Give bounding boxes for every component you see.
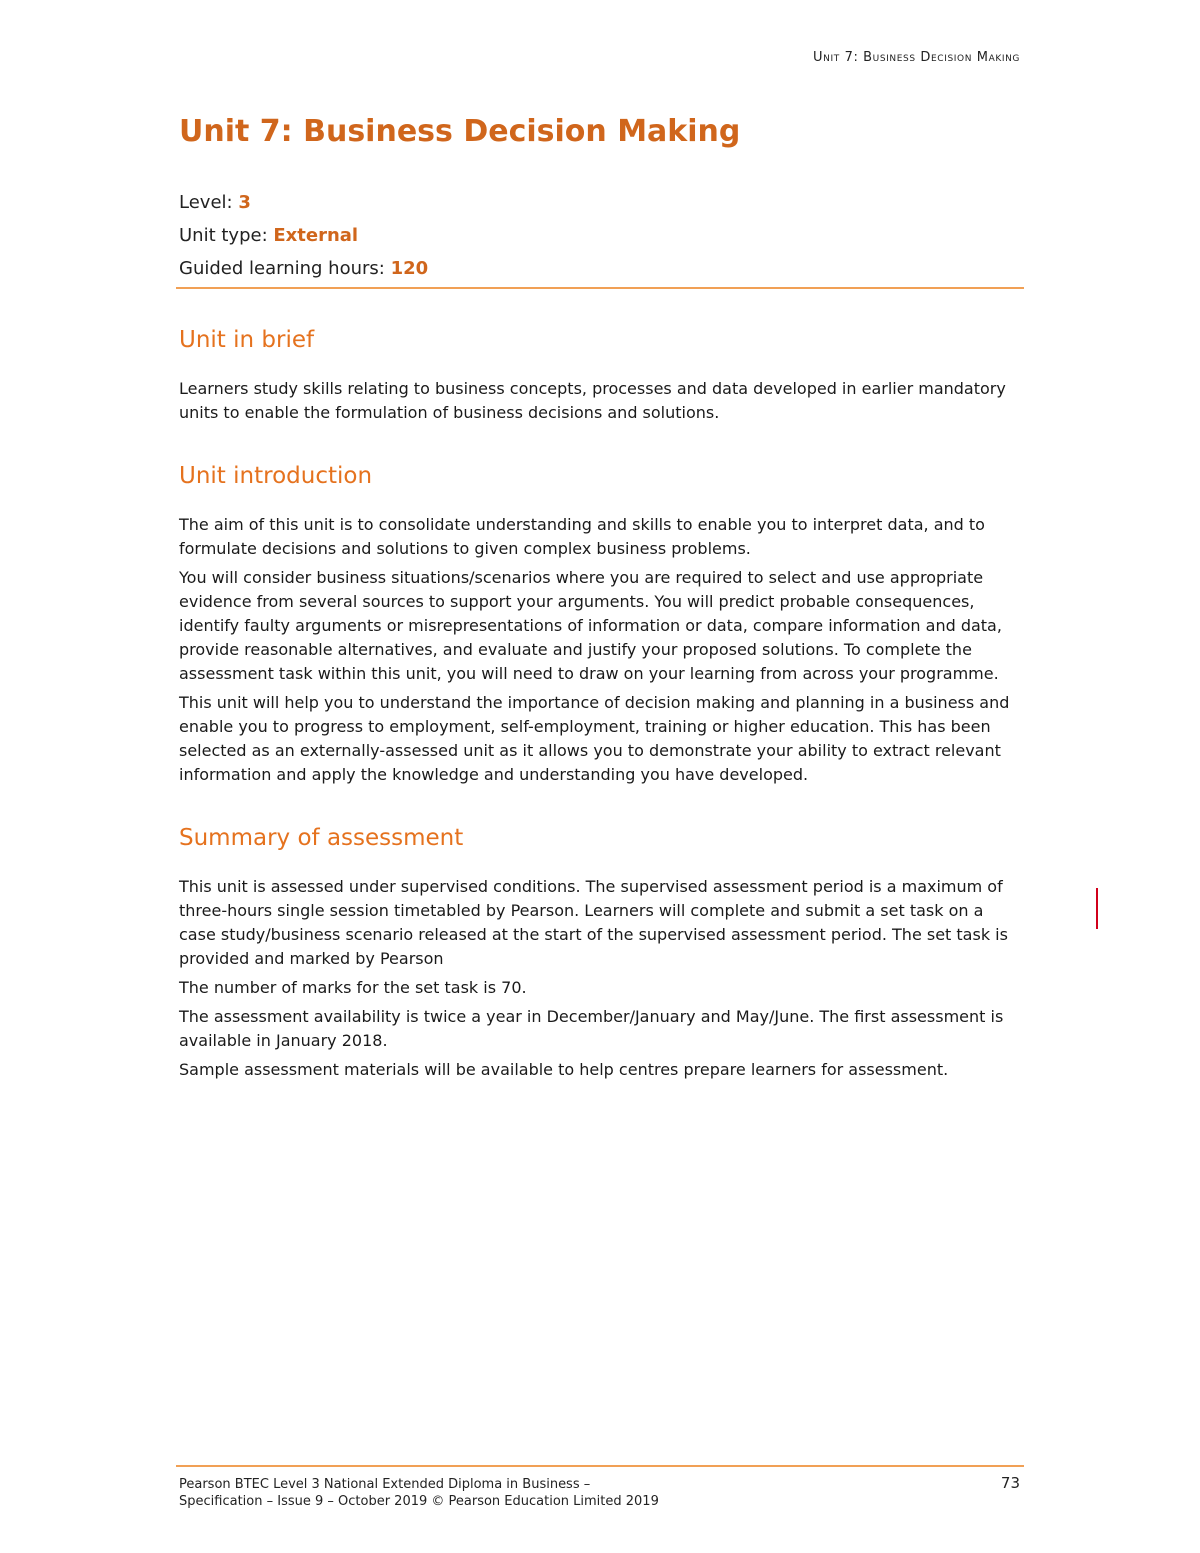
assessment-paragraph-4: Sample assessment materials will be available to help centres prepare learners for assessment. xyxy=(179,1060,949,1079)
intro-paragraph-3: This unit will help you to understand the importance of decision making and planning in a business and enable you to progress to employment, self-employment, training or higher education. This has been selected as an externally-assessed unit as it allows you to demonstrate your ability to extract relevant information and apply the knowledge and understanding you have developed. xyxy=(179,693,1010,784)
heading-unit-introduction: Unit introduction xyxy=(179,463,373,489)
glh-label: Guided learning hours: xyxy=(179,258,391,279)
level-label: Level: xyxy=(179,192,239,213)
unit-type-line xyxy=(179,219,1024,252)
heading-summary-of-assessment: Summary of assessment xyxy=(179,825,464,851)
level-value: 3 xyxy=(238,192,251,213)
unit-title: Unit 7: Business Decision Making xyxy=(179,114,741,149)
footer-line-1: Pearson BTEC Level 3 National Extended Diploma in Business – xyxy=(179,1477,591,1492)
brief-paragraph: Learners study skills relating to business concepts, processes and data developed in earlier mandatory units to enable the formulation of business decisions and solutions. xyxy=(179,379,1006,422)
change-bar-mark xyxy=(1096,888,1098,929)
footer xyxy=(179,1476,659,1510)
assessment-paragraph-1: This unit is assessed under supervised conditions. The supervised assessment period is a maximum of three-hours single session timetabled by Pearson. Learners will complete and submit a set task on a case study/business scenario released at the start of the supervised assessment period. The set task is provided and marked by Pearson xyxy=(179,877,1008,968)
page-number: 73 xyxy=(1000,1474,1020,1492)
glh-line xyxy=(179,252,1024,285)
running-header: Unit 7: Business Decision Making xyxy=(813,50,1020,65)
unit-type-value: External xyxy=(273,225,359,246)
intro-paragraph-1: The aim of this unit is to consolidate understanding and skills to enable you to interpret data, and to formulate decisions and solutions to given complex business problems. xyxy=(179,515,985,558)
assessment-paragraph-2: The number of marks for the set task is 70. xyxy=(179,978,527,997)
meta-divider xyxy=(176,287,1024,289)
level-line xyxy=(179,186,1024,219)
intro-paragraph-2: You will consider business situations/scenarios where you are required to select and use appropriate evidence from several sources to support your arguments. You will predict probable consequences, identify faulty arguments or misrepresentations of information or data, compare information and data, provide reasonable alternatives, and evaluate and justify your proposed solutions. To complete the assessment task within this unit, you will need to draw on your learning from across your programme. xyxy=(179,568,1002,683)
heading-unit-in-brief: Unit in brief xyxy=(179,327,315,353)
unit-type-label: Unit type: xyxy=(179,225,274,246)
glh-value: 120 xyxy=(390,258,429,279)
footer-divider xyxy=(176,1465,1024,1467)
page-content xyxy=(179,112,1024,1087)
assessment-paragraph-3: The assessment availability is twice a year in December/January and May/June. The first assessment is available in January 2018. xyxy=(179,1007,1004,1050)
footer-line-2: Specification – Issue 9 – October 2019 © Pearson Education Limited 2019 xyxy=(179,1494,659,1509)
